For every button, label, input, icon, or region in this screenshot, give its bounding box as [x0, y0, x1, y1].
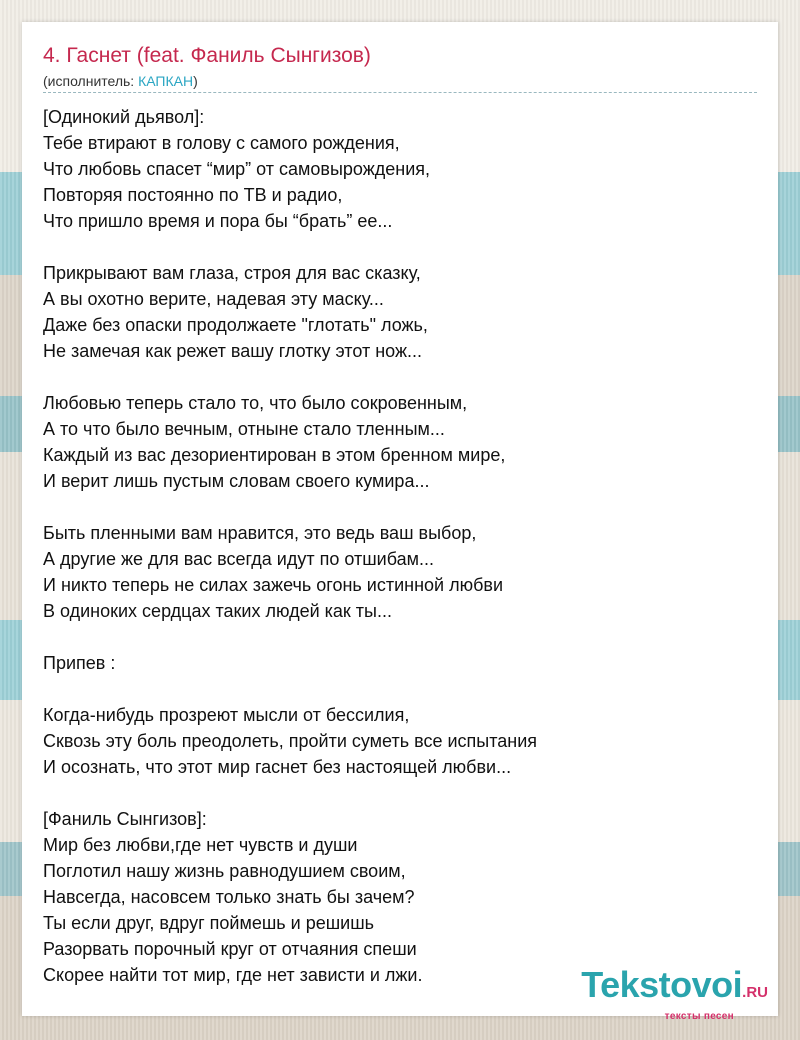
site-logo[interactable]: [581, 966, 768, 1022]
lyrics-line: И верит лишь пустым словам своего кумира...: [43, 471, 430, 491]
lyrics-blank-line: [43, 234, 537, 260]
lyrics-line: А то что было вечным, отныне стало тленным...: [43, 419, 445, 439]
byline-suffix: ): [193, 73, 198, 89]
lyrics-line: Ты если друг, вдруг поймешь и решишь: [43, 913, 375, 933]
lyrics-line: Быть пленными вам нравится, это ведь ваш выбор,: [43, 523, 477, 543]
lyrics-line: Поглотил нашу жизнь равнодушием своим,: [43, 861, 406, 881]
lyrics-line: Каждый из вас дезориентирован в этом бренном мире,: [43, 445, 506, 465]
logo-name: Tekstovoi: [581, 964, 743, 1005]
lyrics-line: Навсегда, насовсем только знать бы зачем?: [43, 887, 415, 907]
lyrics-line: Что любовь спасет “мир” от самовырождения,: [43, 159, 431, 179]
lyrics-line: А другие же для вас всегда идут по отшибам...: [43, 549, 434, 569]
title-divider: [43, 92, 757, 93]
lyrics-text: [43, 104, 537, 988]
lyrics-line: Повторяя постоянно по ТВ и радио,: [43, 185, 343, 205]
lyrics-line: И осознать, что этот мир гаснет без настоящей любви...: [43, 757, 512, 777]
logo-tagline: тексты песен: [664, 1011, 734, 1022]
lyrics-blank-line: [43, 364, 537, 390]
lyrics-line: В одиноких сердцах таких людей как ты...: [43, 601, 392, 621]
lyrics-blank-line: [43, 494, 537, 520]
lyrics-line: Даже без опаски продолжаете "глотать" ложь,: [43, 315, 428, 335]
lyrics-line: Тебе втирают в голову с самого рождения,: [43, 133, 400, 153]
lyrics-line: Припев :: [43, 653, 116, 673]
lyrics-blank-line: [43, 676, 537, 702]
lyrics-line: Когда-нибудь прозреют мысли от бессилия,: [43, 705, 410, 725]
lyrics-line: И никто теперь не силах зажечь огонь истинной любви: [43, 575, 504, 595]
lyrics-line: Не замечая как режет вашу глотку этот нож...: [43, 341, 422, 361]
lyrics-line: [Одинокий дьявол]:: [43, 107, 205, 127]
lyrics-line: Что пришло время и пора бы “брать” ее...: [43, 211, 393, 231]
lyrics-line: [Фаниль Сынгизов]:: [43, 809, 207, 829]
lyrics-line: А вы охотно верите, надевая эту маску...: [43, 289, 384, 309]
lyrics-line: Любовью теперь стало то, что было сокровенным,: [43, 393, 468, 413]
lyrics-line: Разорвать порочный круг от отчаяния спеши: [43, 939, 417, 959]
lyrics-blank-line: [43, 780, 537, 806]
lyrics-line: Скорее найти тот мир, где нет зависти и лжи.: [43, 965, 423, 985]
artist-byline: [43, 73, 198, 89]
lyrics-line: Прикрывают вам глаза, строя для вас сказку,: [43, 263, 421, 283]
lyrics-card: [22, 22, 778, 1016]
song-title: 4. Гаснет (feat. Фаниль Сынгизов): [43, 44, 371, 67]
lyrics-blank-line: [43, 624, 537, 650]
byline-prefix: (исполнитель:: [43, 73, 139, 89]
lyrics-line: Мир без любви,где нет чувств и души: [43, 835, 358, 855]
lyrics-line: Сквозь эту боль преодолеть, пройти суметь все испытания: [43, 731, 537, 751]
artist-link[interactable]: КАПКАН: [138, 73, 194, 89]
logo-tld: .RU: [742, 984, 768, 1001]
